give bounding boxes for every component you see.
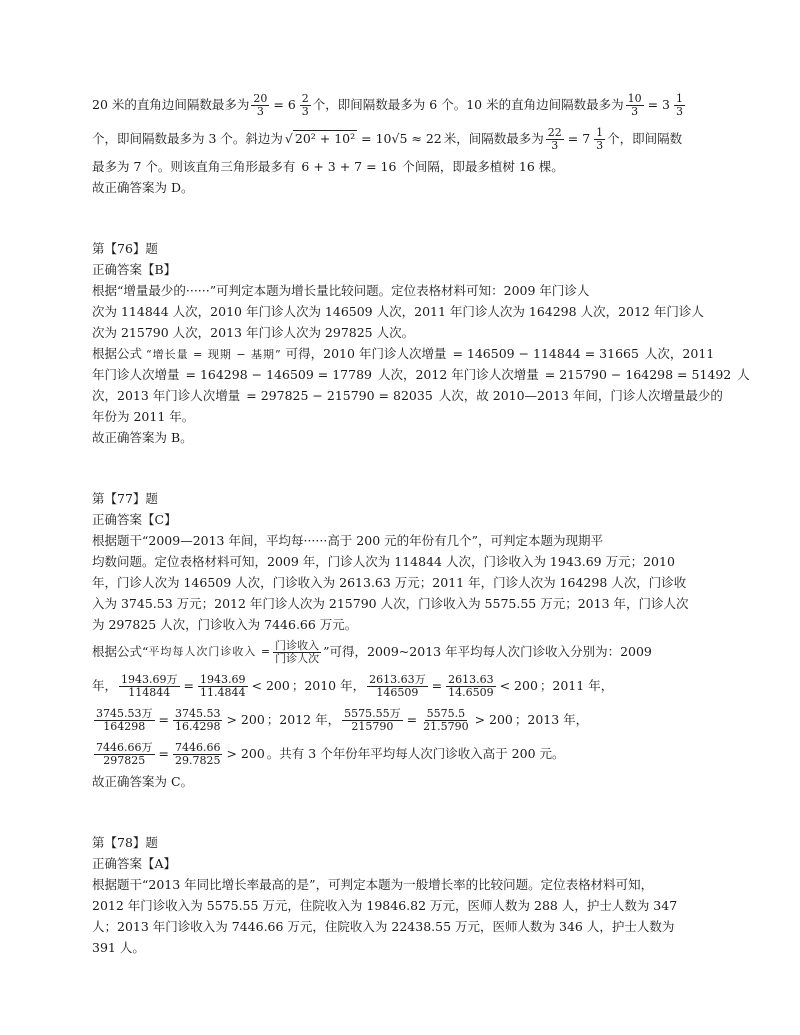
text-span: 根据公式 bbox=[92, 346, 143, 361]
math-expression: > 200 bbox=[474, 712, 513, 727]
fraction bbox=[626, 93, 644, 118]
fraction-numerator: 3745.53 bbox=[174, 706, 221, 720]
question-title: 第【77】题 bbox=[92, 491, 158, 506]
text-span: 次，2013 年门诊人次增量 bbox=[92, 388, 241, 403]
fraction bbox=[546, 127, 564, 152]
fraction-numerator: 门诊收入 bbox=[275, 638, 320, 652]
text-line bbox=[92, 737, 722, 771]
fraction bbox=[173, 708, 223, 733]
fraction-denominator: 21.5790 bbox=[423, 719, 469, 733]
fraction-denominator: 3 bbox=[551, 138, 559, 152]
fraction bbox=[198, 674, 248, 699]
math-expression: = 3 bbox=[647, 97, 670, 112]
fraction-numerator: 1943.69万 bbox=[121, 672, 178, 686]
equals-sign: = bbox=[158, 712, 169, 727]
fraction-denominator: 29.7825 bbox=[174, 753, 221, 767]
math-expression: = 6 bbox=[273, 97, 296, 112]
equals-sign: = bbox=[431, 678, 443, 693]
text-line: 次为 215790 人次，2013 年门诊人次为 297825 人次。 bbox=[92, 325, 415, 340]
text-line: 391 人。 bbox=[92, 940, 145, 955]
question-title: 第【78】题 bbox=[92, 835, 158, 850]
fraction-denominator: 3 bbox=[631, 104, 639, 118]
formula: “增长量 = 现期 − 基期” bbox=[146, 348, 282, 361]
equals-sign: = bbox=[183, 678, 194, 693]
math-expression: = 164298 − 146509 = 17789 bbox=[185, 367, 372, 382]
math-expression: > 200 bbox=[226, 746, 265, 761]
fraction-denominator: 3 bbox=[301, 104, 309, 118]
math-expression: = 297825 − 215790 = 82035 bbox=[246, 388, 433, 403]
text-span: 人 bbox=[737, 367, 750, 382]
fraction-denominator: 146509 bbox=[376, 685, 419, 699]
fraction bbox=[594, 127, 605, 152]
fraction-denominator: 11.4844 bbox=[200, 685, 246, 699]
text-span: 20 米的直角边间隔数最多为 bbox=[92, 97, 250, 112]
text-line: 入为 3745.53 万元；2012 年门诊人次为 215790 人次，门诊收入为 5575.55 万元；2013 年，门诊人次 bbox=[92, 596, 689, 611]
correct-answer: 正确答案【A】 bbox=[92, 856, 177, 871]
correct-answer: 正确答案【C】 bbox=[92, 512, 177, 527]
text-span: 个间隔，即最多植树 16 棵。 bbox=[402, 159, 564, 174]
text-line bbox=[92, 703, 722, 737]
answer-conclusion: 故正确答案为 D。 bbox=[92, 180, 194, 195]
text-span: 个，即间隔数最多为 6 个。10 米的直角边间隔数最多为 bbox=[312, 97, 624, 112]
fraction-numerator: 2 bbox=[301, 91, 309, 105]
fraction-numerator: 5575.55万 bbox=[344, 706, 401, 720]
fraction-denominator: 297825 bbox=[103, 753, 146, 767]
fraction bbox=[367, 674, 428, 699]
correct-answer: 正确答案【B】 bbox=[92, 262, 177, 277]
fraction bbox=[446, 674, 496, 699]
fraction bbox=[421, 708, 471, 733]
text-line: 均数问题。定位表格材料可知，2009 年，门诊人次为 114844 人次，门诊收入为 1943.69 万元；2010 bbox=[92, 554, 675, 569]
text-line bbox=[92, 156, 722, 177]
text-line bbox=[92, 669, 722, 703]
text-span: ”可得，2009~2013 年平均每人次门诊收入分别为：2009 bbox=[323, 644, 652, 659]
fraction-denominator: 164298 bbox=[103, 719, 146, 733]
fraction-denominator: 14.6509 bbox=[448, 685, 494, 699]
text-span: 年， bbox=[92, 678, 118, 693]
previous-solution-tail bbox=[92, 88, 722, 198]
text-span: 米，间隔数最多为 bbox=[443, 131, 544, 146]
fraction bbox=[173, 742, 223, 767]
text-line: 根据题干“2013 年同比增长率最高的是”，可判定本题为一般增长率的比较问题。定位表格材料可知， bbox=[92, 877, 654, 892]
fraction-numerator: 20 bbox=[253, 91, 268, 105]
fraction-numerator: 1 bbox=[596, 125, 604, 139]
fraction bbox=[94, 708, 155, 733]
fraction-numerator: 1943.69 bbox=[200, 672, 246, 686]
math-expression: > 200 bbox=[226, 712, 265, 727]
text-line bbox=[92, 343, 722, 364]
fraction bbox=[674, 93, 685, 118]
answer-conclusion: 故正确答案为 C。 bbox=[92, 774, 194, 789]
question-76 bbox=[92, 238, 750, 448]
fraction-denominator: 3 bbox=[675, 104, 683, 118]
text-line: 2012 年门诊收入为 5575.55 万元，住院收入为 19846.82 万元，医师人数为 288 人，护士人数为 347 bbox=[92, 898, 678, 913]
text-span: ；2013 年， bbox=[514, 712, 589, 727]
text-span: ；2012 年， bbox=[266, 712, 341, 727]
question-78 bbox=[92, 832, 722, 958]
text-span: 人次，故 2010—2013 年间，门诊人次增量最少的 bbox=[438, 388, 723, 403]
text-span: 人次，2012 年门诊人次增量 bbox=[377, 367, 539, 382]
math-expression: = 10√5 ≈ 22 bbox=[361, 131, 442, 146]
equals-sign: = bbox=[406, 712, 418, 727]
math-expression: = 7 bbox=[567, 131, 591, 146]
text-line: 根据“增量最少的······”可判定本题为增长量比较问题。定位表格材料可知：2009 年门诊人 bbox=[92, 283, 590, 298]
fraction-denominator: 3 bbox=[596, 138, 604, 152]
fraction-numerator: 7446.66万 bbox=[96, 740, 153, 754]
fraction bbox=[342, 708, 403, 733]
text-span: 人次，2011 bbox=[644, 346, 715, 361]
math-expression: < 200 bbox=[251, 678, 290, 693]
fraction-denominator: 门诊人次 bbox=[275, 651, 320, 665]
text-line: 根据题干“2009—2013 年间，平均每······高于 200 元的年份有几个”，可判定本题为现期平 bbox=[92, 533, 604, 548]
fraction-denominator: 215790 bbox=[351, 719, 394, 733]
fraction-numerator: 3745.53万 bbox=[96, 706, 153, 720]
text-line: 次为 114844 人次，2010 年门诊人次为 146509 人次，2011 年门诊人次为 164298 人次，2012 年门诊人 bbox=[92, 304, 704, 319]
math-expression: < 200 bbox=[499, 678, 538, 693]
math-expression: 6 + 3 + 7 = 16 bbox=[301, 159, 397, 174]
text-line bbox=[92, 385, 722, 406]
fraction-numerator: 7446.66 bbox=[174, 740, 221, 754]
fraction bbox=[251, 93, 269, 118]
sqrt-radicand: 20² + 10² bbox=[294, 131, 356, 146]
math-expression: = 146509 − 114844 = 31665 bbox=[452, 346, 639, 361]
fraction-numerator: 1 bbox=[675, 91, 683, 105]
text-line: 人；2013 年门诊收入为 7446.66 万元，住院收入为 22438.55 万元，医师人数为 346 人，护士人数为 bbox=[92, 919, 675, 934]
text-line bbox=[92, 122, 722, 156]
sqrt-expression: √ 20² + 10² bbox=[284, 131, 356, 146]
fraction-numerator: 2613.63万 bbox=[369, 672, 426, 686]
fraction-numerator: 22 bbox=[547, 125, 562, 139]
fraction-denominator: 114844 bbox=[128, 685, 171, 699]
text-line bbox=[92, 88, 722, 122]
fraction bbox=[300, 93, 311, 118]
fraction bbox=[94, 742, 155, 767]
text-span: 个，即间隔数最多为 3 个。斜边为 bbox=[92, 131, 283, 146]
text-span: 可得，2010 年门诊人次增量 bbox=[285, 346, 447, 361]
text-span: 个，即间隔数 bbox=[607, 131, 683, 146]
text-line: 为 297825 人次，门诊收入为 7446.66 万元。 bbox=[92, 617, 358, 632]
fraction bbox=[119, 674, 180, 699]
fraction-numerator: 10 bbox=[627, 91, 642, 105]
formula: 平均每人次门诊收入 = bbox=[148, 645, 272, 658]
text-span: ；2011 年， bbox=[539, 678, 614, 693]
answer-conclusion: 故正确答案为 B。 bbox=[92, 430, 193, 445]
text-line bbox=[92, 635, 722, 669]
math-expression: = 215790 − 164298 = 51492 bbox=[544, 367, 732, 382]
text-line: 年，门诊人次为 146509 人次，门诊收入为 2613.63 万元；2011 年，门诊人次为 164298 人次，门诊收 bbox=[92, 575, 687, 590]
question-77 bbox=[92, 488, 722, 792]
text-span: 年门诊人次增量 bbox=[92, 367, 180, 382]
fraction-denominator: 16.4298 bbox=[174, 719, 221, 733]
text-span: ；2010 年， bbox=[291, 678, 366, 693]
fraction-numerator: 5575.5 bbox=[426, 706, 466, 720]
fraction bbox=[273, 640, 321, 665]
text-span: 根据公式“ bbox=[92, 644, 149, 659]
question-title: 第【76】题 bbox=[92, 241, 158, 256]
text-line: 年份为 2011 年。 bbox=[92, 409, 195, 424]
text-span: 。共有 3 个年份年平均每人次门诊收入高于 200 元。 bbox=[266, 746, 565, 761]
text-span: 最多为 7 个。则该直角三角形最多有 bbox=[92, 159, 296, 174]
fraction-numerator: 2613.63 bbox=[448, 672, 494, 686]
equals-sign: = bbox=[158, 746, 169, 761]
document-page bbox=[92, 88, 750, 958]
text-line bbox=[92, 364, 750, 385]
fraction-denominator: 3 bbox=[256, 104, 264, 118]
